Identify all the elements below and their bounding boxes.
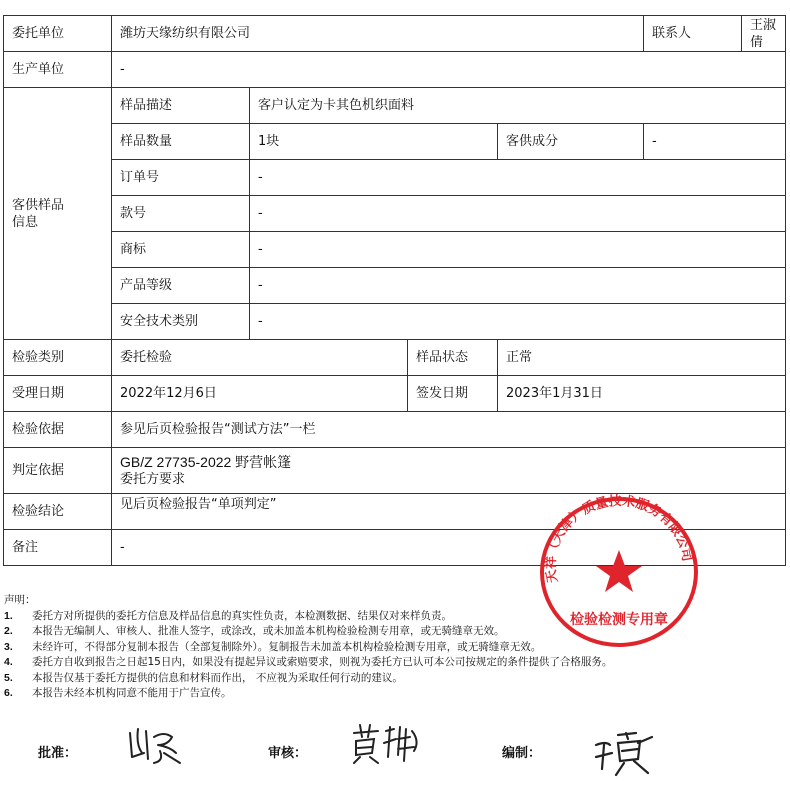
compile-signature (592, 729, 662, 779)
test-type-label: 检验类别 (4, 340, 112, 376)
contact-label: 联系人 (644, 16, 742, 52)
statement-heading: 声明： (4, 594, 36, 606)
sample-row (4, 232, 786, 268)
approve-signature (124, 723, 190, 767)
approve-label: 批准： (38, 746, 78, 761)
composition-label: 客供成分 (498, 124, 644, 160)
conclusion-label: 检验结论 (4, 494, 112, 530)
judge-row (4, 448, 786, 494)
sample-desc-label: 样品描述 (112, 88, 250, 124)
statement-text: 本报告无编制人、审核人、批准人签字，或涂改，或未加盖本机构检验检测专用章，或无骑缝章无效。 (32, 625, 505, 637)
sample-desc-value: 客户认定为卡其色机织面料 (250, 88, 786, 124)
sample-info-label (4, 88, 112, 340)
sample-row (4, 196, 786, 232)
trademark-label: 商标 (112, 232, 250, 268)
sample-state-label: 样品状态 (408, 340, 498, 376)
statement-text: 未经许可，不得部分复制本报告（全部复制除外）。复制报告未加盖本机构检验检测专用章，或无骑缝章无效。 (32, 640, 542, 653)
sample-row (4, 88, 786, 124)
style-no-label: 款号 (112, 196, 250, 232)
issue-date-label: 签发日期 (408, 376, 498, 412)
sample-qty-label: 样品数量 (112, 124, 250, 160)
statement-item (4, 686, 784, 702)
stamp-top-text: 天祥（天津）质量技术服务有限公司 (543, 494, 695, 585)
grade-label: 产品等级 (112, 268, 250, 304)
order-no-value: - (250, 160, 786, 196)
judge-standard: GB/Z 27735-2022 野营帐篷 (120, 453, 292, 470)
conclusion-value: 见后页检验报告“单项判定” (112, 494, 786, 530)
statement-num: 3. (4, 640, 13, 653)
review-label: 审核： (268, 746, 308, 761)
receive-date-value: 2022年12月6日 (112, 376, 408, 412)
composition-value: - (644, 124, 786, 160)
order-no-label: 订单号 (112, 160, 250, 196)
judge-label: 判定依据 (4, 448, 112, 494)
judge-value (112, 448, 786, 494)
safety-value: - (250, 304, 786, 340)
statement-num: 6. (4, 687, 13, 699)
receive-date-label: 受理日期 (4, 376, 112, 412)
review-signature (348, 721, 428, 767)
statement-num: 1. (4, 609, 13, 622)
inspection-stamp (537, 494, 701, 650)
statement-text: 本报告仅基于委托方提供的信息和材料而作出， 不应视为采取任何行动的建议。 (32, 671, 403, 684)
grade-value: - (250, 268, 786, 304)
trademark-value: - (250, 232, 786, 268)
client-label: 委托单位 (4, 16, 112, 52)
judge-client-req: 委托方要求 (120, 471, 186, 487)
statement-item (4, 671, 784, 687)
sample-state-value: 正常 (498, 340, 786, 376)
issue-date-value: 2023年1月31日 (498, 376, 786, 412)
client-value: 潍坊天缘纺织有限公司 (112, 16, 644, 52)
signature-area (0, 715, 790, 775)
statement-text: 本报告未经本机构同意不能用于广告宣传。 (32, 687, 232, 699)
sample-row (4, 304, 786, 340)
statement-num: 2. (4, 625, 13, 637)
client-row (4, 16, 786, 52)
statement-text: 委托方对所提供的委托方信息及样品信息的真实性负责，本检测数据、结果仅对来样负责。 (32, 609, 452, 622)
sample-row (4, 268, 786, 304)
producer-row (4, 52, 786, 88)
sample-row (4, 124, 786, 160)
producer-value: - (112, 52, 786, 88)
basis-value: 参见后页检验报告“测试方法”一栏 (112, 412, 786, 448)
basis-row (4, 412, 786, 448)
sample-row (4, 160, 786, 196)
test-type-row (4, 340, 786, 376)
report-info-table (3, 15, 786, 566)
remark-value: - (112, 530, 786, 566)
producer-label: 生产单位 (4, 52, 112, 88)
stamp-bottom-text: 检验检测专用章 (570, 612, 668, 628)
sample-info-label-line2: 信息 (12, 214, 39, 230)
test-type-value: 委托检验 (112, 340, 408, 376)
contact-value: 王淑倩 (742, 16, 786, 52)
safety-label: 安全技术类别 (112, 304, 250, 340)
statement-num: 4. (4, 656, 13, 668)
date-row (4, 376, 786, 412)
sample-info-label-line1: 客供样品 (12, 197, 65, 213)
statement-text: 委托方自收到报告之日起15日内，如果没有提起异议或索赔要求，则视为委托方已认可本公司按规定的条件提供了合格服务。 (32, 656, 613, 668)
statement-num: 5. (4, 671, 13, 684)
sample-qty-value: 1块 (250, 124, 498, 160)
compile-label: 编制： (502, 746, 542, 761)
stamp-star-icon (596, 550, 642, 592)
style-no-value: - (250, 196, 786, 232)
basis-label: 检验依据 (4, 412, 112, 448)
remark-label: 备注 (4, 530, 112, 566)
statement-item (4, 655, 784, 671)
